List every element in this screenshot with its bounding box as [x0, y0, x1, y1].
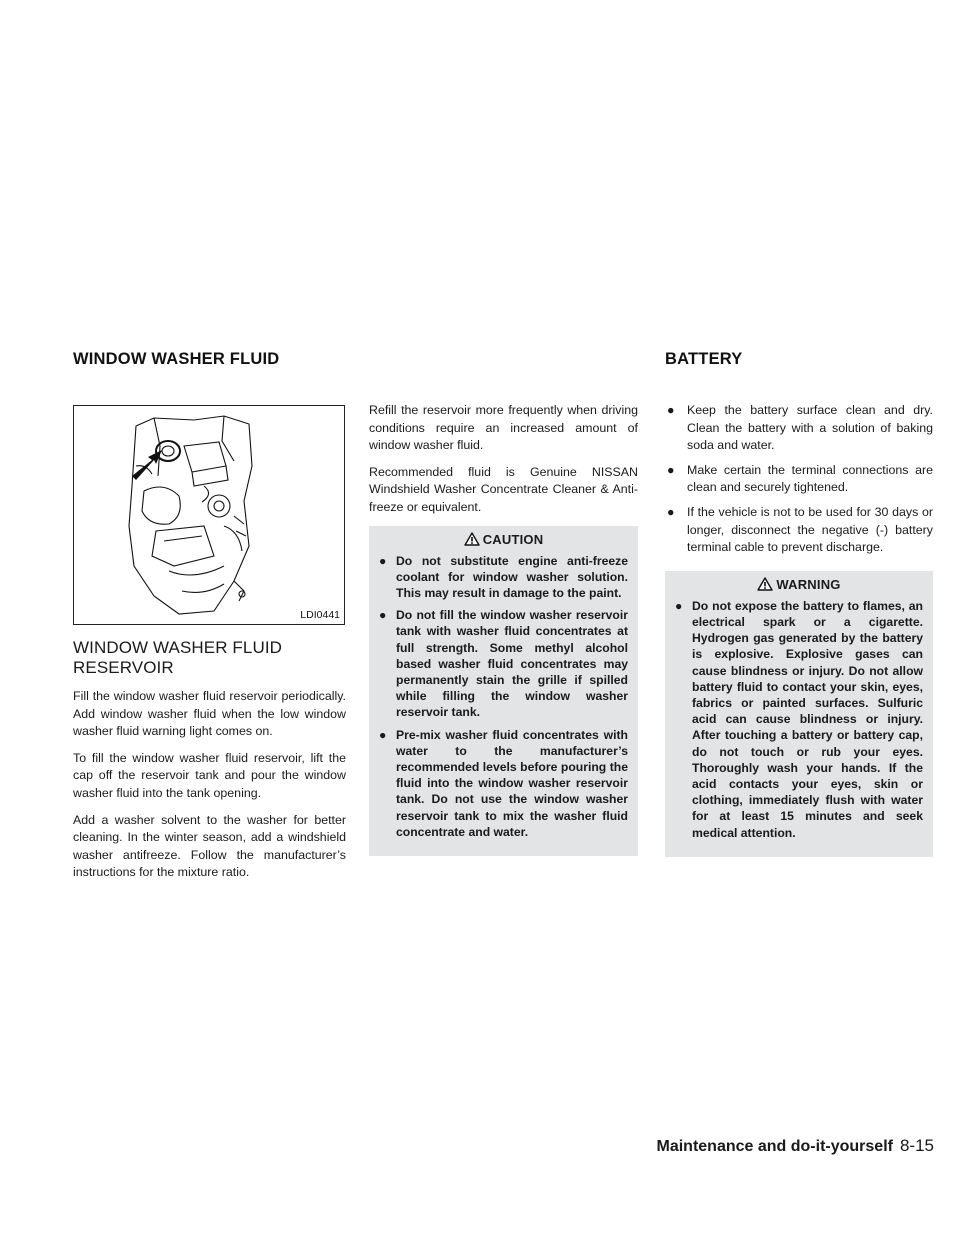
paragraph: Add a washer solvent to the washer for better cleaning. In the winter season, add a windshield washer antifreeze. Follow the manufacturer’s instructions for the mixture ratio.	[73, 812, 346, 880]
bullet-icon: ●	[667, 403, 675, 417]
section-header-battery: BATTERY	[665, 350, 743, 368]
caution-box	[369, 526, 638, 856]
footer-section-title: Maintenance and do-it-yourself	[656, 1138, 893, 1155]
warning-label: WARNING	[776, 576, 841, 592]
page-footer	[657, 1136, 935, 1156]
page-number: 8-15	[899, 1136, 934, 1155]
bullet-icon: ●	[379, 608, 387, 623]
paragraph: Fill the window washer fluid reservoir periodically. Add window washer fluid when the low window washer fluid warning light comes on.	[73, 689, 346, 739]
engine-bay-drawing	[74, 406, 345, 625]
paragraph: To fill the window washer fluid reservoir, lift the cap off the reservoir tank and pour the window washer fluid into the tank opening.	[73, 750, 346, 800]
list-item: ● If the vehicle is not to be used for 30 days or longer, disconnect the negative (-) battery terminal cable to prevent discharge.	[667, 504, 933, 555]
warning-triangle-icon	[464, 532, 480, 546]
bullet-icon: ●	[675, 598, 683, 613]
bullet-icon: ●	[379, 727, 387, 742]
warning-list	[675, 598, 923, 841]
paragraph: Recommended fluid is Genuine NISSAN Windshield Washer Concentrate Cleaner & Anti-freeze or equivalent.	[369, 464, 638, 514]
warning-box	[665, 571, 933, 857]
warning-title	[675, 577, 923, 592]
warning-triangle-icon	[757, 577, 773, 591]
caution-title	[379, 532, 628, 547]
subheading-reservoir: WINDOW WASHER FLUID RESERVOIR	[73, 638, 283, 677]
list-item: ● Do not substitute engine anti-freeze coolant for window washer solution. This may result in damage to the paint.	[379, 553, 628, 600]
bullet-icon: ●	[667, 462, 675, 477]
caution-label: CAUTION	[482, 531, 544, 547]
paragraph: Refill the reservoir more frequently when driving conditions require an increased amount of window washer fluid.	[369, 403, 638, 453]
battery-list	[665, 402, 933, 557]
reservoir-illustration	[73, 405, 345, 625]
list-item: ● Do not expose the battery to flames, an electrical spark or a cigarette. Hydrogen gas generated by the battery is explosive. Explosive gases can cause blindness or injury. Do not allow battery fluid to contact your skin, eyes, fabrics or painted surfaces. Sulfuric acid can cause blindness or injury. After touching a battery or battery cap, do not touch or rub your eyes. Thoroughly wash your hands. If the acid contacts your eyes, skin or clothing, immediately flush with water for at least 15 minutes and seek medical attention.	[675, 598, 923, 840]
list-item: ● Keep the battery surface clean and dry. Clean the battery with a solution of baking soda and water.	[667, 403, 933, 453]
caution-list	[379, 553, 628, 840]
right-column	[665, 402, 933, 857]
list-item: ● Pre-mix washer fluid concentrates with water to the manufacturer’s recommended levels before pouring the fluid into the window washer reservoir tank. Do not use the window washer reservoir tank to mix the washer fluid concentrate and water.	[379, 727, 628, 839]
list-item: ● Do not fill the window washer reservoir tank with washer fluid concentrates at full strength. Some methyl alcohol based washer fluid concentrates may permanently stain the grille if spilled while filling the window washer reservoir tank.	[379, 608, 628, 720]
list-item: ● Make certain the terminal connections are clean and securely tightened.	[667, 462, 933, 495]
left-column	[73, 405, 346, 891]
bullet-icon: ●	[379, 553, 387, 568]
section-header-window-washer-fluid: WINDOW WASHER FLUID	[73, 350, 280, 368]
middle-column	[369, 402, 638, 856]
bullet-icon: ●	[667, 504, 675, 519]
figure-label: LDI0441	[300, 609, 340, 621]
